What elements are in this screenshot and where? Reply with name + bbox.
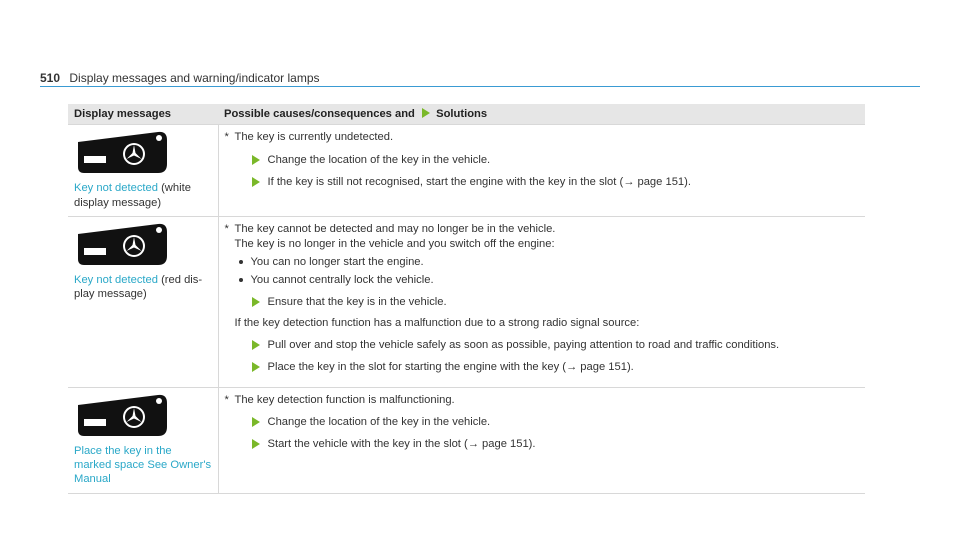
header-rule — [40, 86, 920, 87]
solution-step: If the key is still not recognised, start the engine with the key in the slot (→ page 151). — [267, 175, 691, 188]
solution-step: Place the key in the slot for starting the engine with the key (→ page 151). — [267, 361, 634, 374]
message-text-rest: (white display message) — [74, 182, 191, 209]
message-text-green: Key not detected — [74, 182, 158, 195]
message-cell — [68, 216, 218, 387]
cause-text: The key cannot be detected and may no longer be in the vehicle. — [234, 222, 556, 235]
cause-text-line2: The key is no longer in the vehicle and you switch off the engine: — [234, 238, 555, 251]
arrow-icon — [252, 177, 260, 187]
column-header-solutions-label: Solutions — [436, 108, 488, 120]
message-cell — [68, 387, 218, 493]
message-text-rest: (red dis- play message) — [74, 273, 203, 301]
table-row — [68, 387, 865, 493]
arrow-icon — [252, 417, 260, 427]
arrow-icon — [252, 297, 260, 307]
asterisk-icon: * — [224, 222, 229, 235]
message-cell — [68, 125, 218, 217]
cause-text: The key is currently undetected. — [234, 131, 394, 144]
cause-cell — [218, 387, 865, 493]
display-messages-table — [68, 104, 865, 494]
asterisk-icon: * — [224, 131, 229, 144]
solution-step: Start the vehicle with the key in the slot (→ page 151). — [267, 438, 536, 451]
solution-step: Change the location of the key in the vehicle. — [267, 415, 491, 428]
cause-cell — [218, 125, 865, 217]
message-text-green: Place the key in the marked space See Owner's Manual — [74, 444, 212, 486]
column-header-causes — [218, 104, 865, 125]
arrow-icon — [252, 340, 260, 350]
column-header-display-messages: Display messages — [68, 104, 218, 125]
message-text-green: Key not detected — [74, 273, 158, 286]
cause-cell — [218, 216, 865, 387]
bullet-list — [239, 255, 860, 288]
list-item: You can no longer start the engine. — [239, 255, 860, 269]
list-item: You cannot centrally lock the vehicle. — [239, 273, 860, 287]
table-header-row — [68, 104, 865, 125]
arrow-icon — [422, 108, 430, 118]
solution-step: Pull over and stop the vehicle safely as soon as possible, paying attention to road and traffic conditions. — [267, 338, 780, 351]
page-header-title: Display messages and warning/indicator lamps — [69, 71, 320, 85]
arrow-icon — [252, 439, 260, 449]
arrow-icon — [252, 362, 260, 372]
solution-step: Change the location of the key in the vehicle. — [267, 153, 491, 166]
table-row — [68, 216, 865, 387]
cause-text: The key detection function is malfunctioning. — [234, 393, 455, 406]
key-icon — [74, 130, 170, 176]
page-number: 510 — [40, 71, 61, 85]
arrow-icon — [252, 155, 260, 165]
key-icon — [74, 393, 170, 439]
column-header-causes-label: Possible causes/consequences and — [224, 108, 415, 120]
key-icon — [74, 222, 170, 268]
table-row — [68, 125, 865, 217]
page-header — [40, 71, 320, 85]
solution-step: Ensure that the key is in the vehicle. — [267, 296, 447, 309]
asterisk-icon: * — [224, 393, 229, 406]
note-text: If the key detection function has a malfunction due to a strong radio signal source: — [234, 316, 640, 329]
